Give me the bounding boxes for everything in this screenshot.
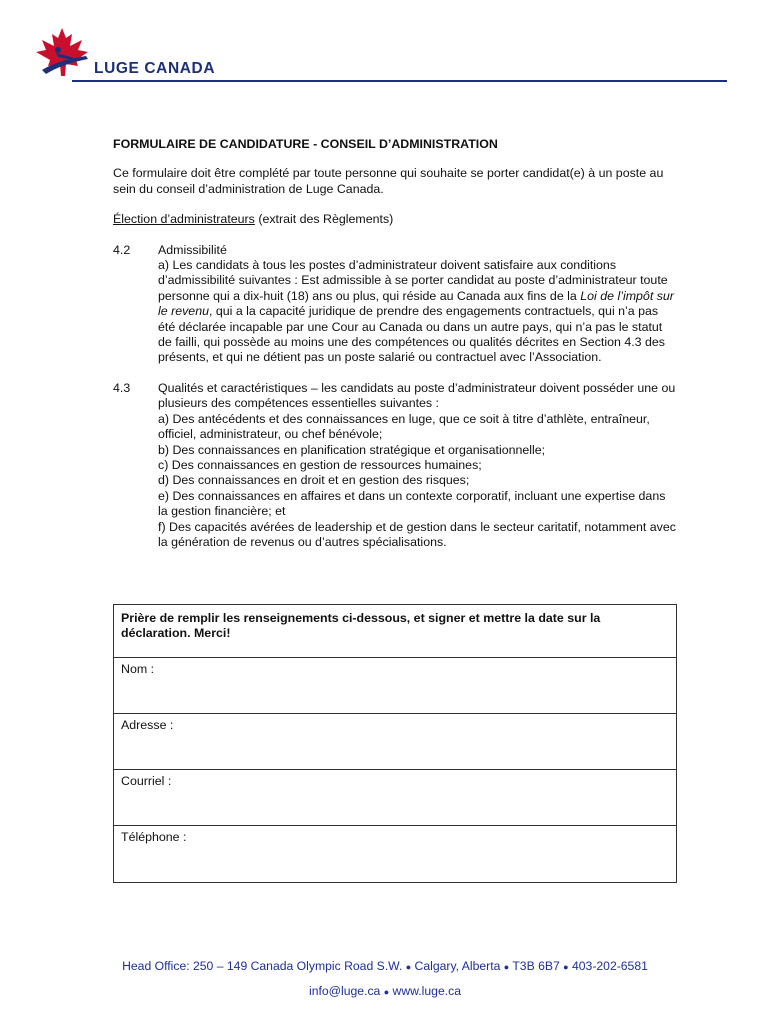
document-body — [113, 137, 678, 565]
footer-phone: 403-202-6581 — [568, 959, 648, 973]
election-heading: Élection d’administrateurs — [113, 212, 255, 227]
application-form-table — [113, 604, 677, 883]
bullet-icon: ● — [563, 961, 569, 972]
header-divider — [72, 80, 727, 82]
footer-website-link[interactable]: www.luge.ca — [389, 984, 461, 998]
section-line: c) Des connaissances en gestion de ressources humaines; — [158, 457, 482, 472]
footer-email-link[interactable]: info@luge.ca — [309, 984, 381, 998]
election-suffix: (extrait des Règlements) — [254, 212, 394, 227]
bullet-icon: ● — [383, 986, 390, 997]
phone-field[interactable]: Téléphone : — [114, 825, 676, 882]
luge-canada-logo — [28, 26, 248, 82]
section-4-2 — [113, 243, 678, 366]
section-line: Qualités et caractéristiques – les candidats au poste d’administrateur doivent posséder une ou plusieurs des compétences essentielles suivantes : — [158, 380, 676, 411]
section-line: e) Des connaissances en affaires et dans un contexte corporatif, incluant une expertise dans la gestion financière; et — [158, 488, 666, 519]
maple-leaf-luger-icon — [28, 26, 98, 80]
section-body — [158, 243, 678, 366]
email-field[interactable]: Courriel : — [114, 769, 676, 825]
law-title: Loi de l’impôt sur le revenu — [158, 288, 674, 319]
section-number: 4.2 — [113, 242, 131, 257]
footer-address — [0, 959, 770, 973]
section-number: 4.3 — [113, 380, 131, 395]
logo-text: LUGE CANADA — [94, 60, 216, 77]
election-paragraph — [113, 212, 678, 227]
section-heading: Admissibilité — [158, 242, 227, 257]
section-line: a) Des antécédents et des connaissances en luge, que ce soit à titre d’athlète, entraîneur, officiel, administrateur, ou chef bénévole; — [158, 411, 650, 442]
section-line: b) Des connaissances en planification stratégique et organisationnelle; — [158, 442, 546, 457]
intro-paragraph: Ce formulaire doit être complété par toute personne qui souhaite se porter candidat(e) à un poste au sein du conseil d’administration de Luge Canada. — [113, 166, 664, 196]
section-line: f) Des capacités avérées de leadership et de gestion dans le secteur caritatif, notamment avec la génération de revenus ou d’autres spécialisations. — [158, 519, 676, 549]
document-title: FORMULAIRE DE CANDIDATURE - CONSEIL D’ADMINISTRATION — [113, 137, 498, 151]
form-instruction: Prière de remplir les renseignements ci-dessous, et signer et mettre la date sur la déclaration. Merci! — [121, 611, 601, 641]
section-paragraph — [158, 258, 678, 366]
section-text-b: , qui a la capacité juridique de prendre des engagements contractuels, qui n’a pas été déclarée incapable par une Cour au Canada ou dans un autre pays, qui n’a pas le statut de failli, qui possède au moins une des compétences ou qualités décrites en Section 4.3 des présents, et qui ne détient pas un poste salarié ou contractuel avec l’Association. — [158, 304, 665, 365]
address-field[interactable]: Adresse : — [114, 713, 676, 769]
footer-contact — [0, 984, 770, 998]
section-line: d) Des connaissances en droit et en gestion des risques; — [158, 473, 470, 488]
bullet-icon: ● — [503, 961, 510, 972]
bullet-icon: ● — [405, 961, 412, 972]
footer-city: Calgary, Alberta — [411, 959, 504, 973]
section-4-3 — [113, 381, 678, 550]
section-body — [158, 381, 678, 550]
footer-office: Head Office: 250 – 149 Canada Olympic Road S.W. — [122, 959, 406, 973]
section-text-a: a) Les candidats à tous les postes d’administrateur doivent satisfaire aux conditions d’admissibilité suivantes : Est admissible à se porter candidat au poste d’administrateur toute personne qui a dix-huit (18) ans ou plus, qui réside au Canada aux fins de la — [158, 258, 668, 303]
name-field[interactable]: Nom : — [114, 657, 676, 713]
footer-postal: T3B 6B7 — [509, 959, 564, 973]
